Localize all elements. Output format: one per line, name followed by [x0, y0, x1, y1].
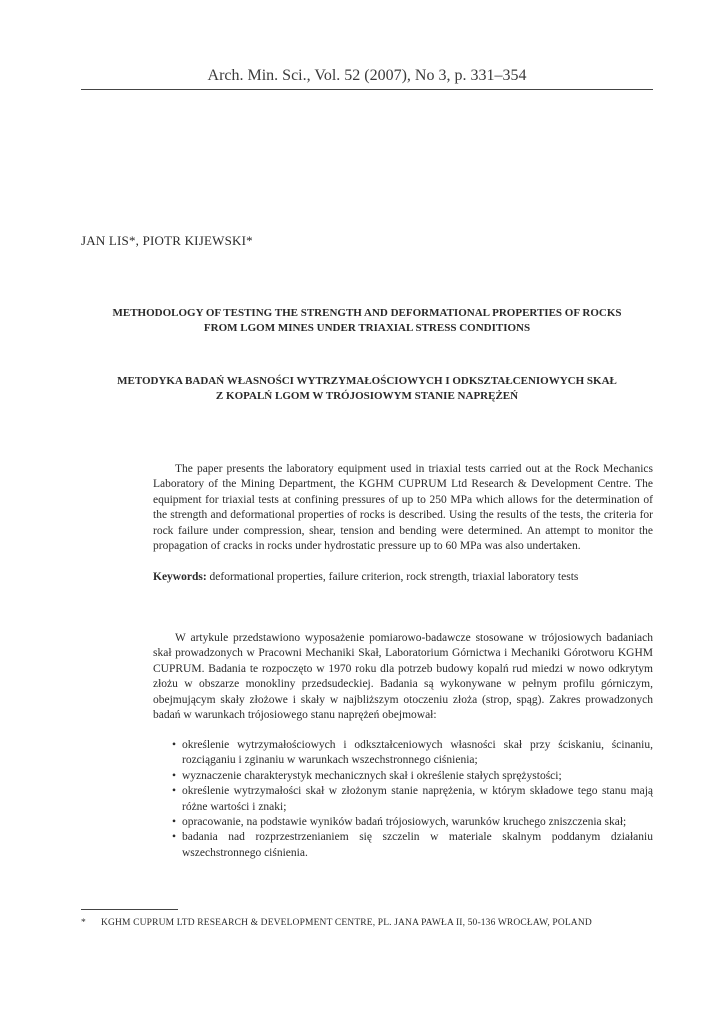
- bullet-icon: •: [172, 831, 177, 844]
- keywords: [153, 570, 653, 585]
- footnote-mark: *: [81, 918, 86, 928]
- bullet-icon: •: [172, 769, 177, 782]
- title-english-line: METHODOLOGY OF TESTING THE STRENGTH AND DEFORMATIONAL PROPERTIES OF ROCKS: [112, 307, 622, 319]
- journal-citation: Arch. Min. Sci., Vol. 52 (2007), No 3, p. 331–354: [207, 67, 527, 84]
- title-polish-line: Z KOPALŃ LGOM W TRÓJOSIOWYM STANIE NAPRĘŻEŃ: [215, 390, 519, 402]
- bullet-icon: •: [172, 816, 177, 829]
- keywords-label: Keywords:: [153, 571, 207, 583]
- footnote-text: KGHM CUPRUM LTD RESEARCH & DEVELOPMENT CENTRE, PL. JANA PAWŁA II, 50-136 WROCŁAW, POLAND: [101, 918, 592, 928]
- title-polish: [81, 374, 653, 404]
- header-divider: [81, 89, 653, 90]
- footnote: [81, 918, 661, 928]
- abstract-polish-text: W artykule przedstawiono wyposażenie pomiarowo-badawcze stosowane w trójosiowych badaniach skał prowadzonych w Pracowni Mechaniki Skał, Laboratorium Górnictwa i Mechaniki Górotworu KGHM CUPRUM. Badania te rozpoczęto w 1970 roku dla potrzeb budowy kopalń rud miedzi w nowo odkrytym złożu w obszarze monokliny przedsudeckiej. Badania są wykonywane w pełnym profilu górniczym, obejmującym skały złożowe i skały w najbliższym otoczeniu złoża (strop, spąg). Zakres prowadzonych badań w warunkach trójosiowego stanu naprężeń obejmował:: [153, 632, 653, 722]
- keywords-text: deformational properties, failure criterion, rock strength, triaxial laboratory tests: [209, 571, 579, 583]
- footnote-divider: [81, 909, 178, 910]
- title-polish-line: METODYKA BADAŃ WŁASNOŚCI WYTRZYMAŁOŚCIOWYCH I ODKSZTAŁCENIOWYCH SKAŁ: [117, 375, 617, 387]
- list-item: • opracowanie, na podstawie wyników badań trójosiowych, warunków kruchego zniszczenia skał;: [153, 815, 653, 830]
- abstract-polish: [153, 631, 653, 723]
- abstract-english: [153, 462, 653, 554]
- title-english: [81, 306, 653, 336]
- authors: JAN LIS*, PIOTR KIJEWSKI*: [81, 233, 253, 248]
- abstract-english-text: The paper presents the laboratory equipment used in triaxial tests carried out at the Rock Mechanics Laboratory of the Mining Department, the KGHM CUPRUM Ltd Research & Development Centre. The equipment for triaxial tests at confining pressures of up to 250 MPa which allows for the determination of the strength and deformational properties of rocks is described. Using the results of the tests, the criteria for rock failure under compression, shear, tension and bending were determined. An attempt to monitor the propagation of cracks in rocks under hydrostatic pressure up to 60 MPa was also undertaken.: [153, 463, 653, 553]
- list-item: • badania nad rozprzestrzenianiem się szczelin w materiale skalnym poddanym działaniu wszechstronnego ciśnienia.: [172, 831, 653, 859]
- bullet-icon: •: [172, 739, 177, 751]
- scope-list: [153, 738, 653, 861]
- list-item: • wyznaczenie charakterystyk mechanicznych skał i określenie stałych sprężystości;: [153, 769, 653, 784]
- list-item: • określenie wytrzymałościowych i odkształceniowych własności skał przy ściskaniu, ścinaniu, rozciąganiu i zginaniu w warunkach wszechstronnego ciśnienia;: [172, 739, 653, 767]
- title-english-line: FROM LGOM MINES UNDER TRIAXIAL STRESS CONDITIONS: [203, 322, 531, 334]
- bullet-icon: •: [172, 785, 177, 798]
- list-item: • określenie wytrzymałości skał w złożonym stanie naprężenia, w którym składowe tego stanu mają różne wartości i znaki;: [172, 785, 653, 813]
